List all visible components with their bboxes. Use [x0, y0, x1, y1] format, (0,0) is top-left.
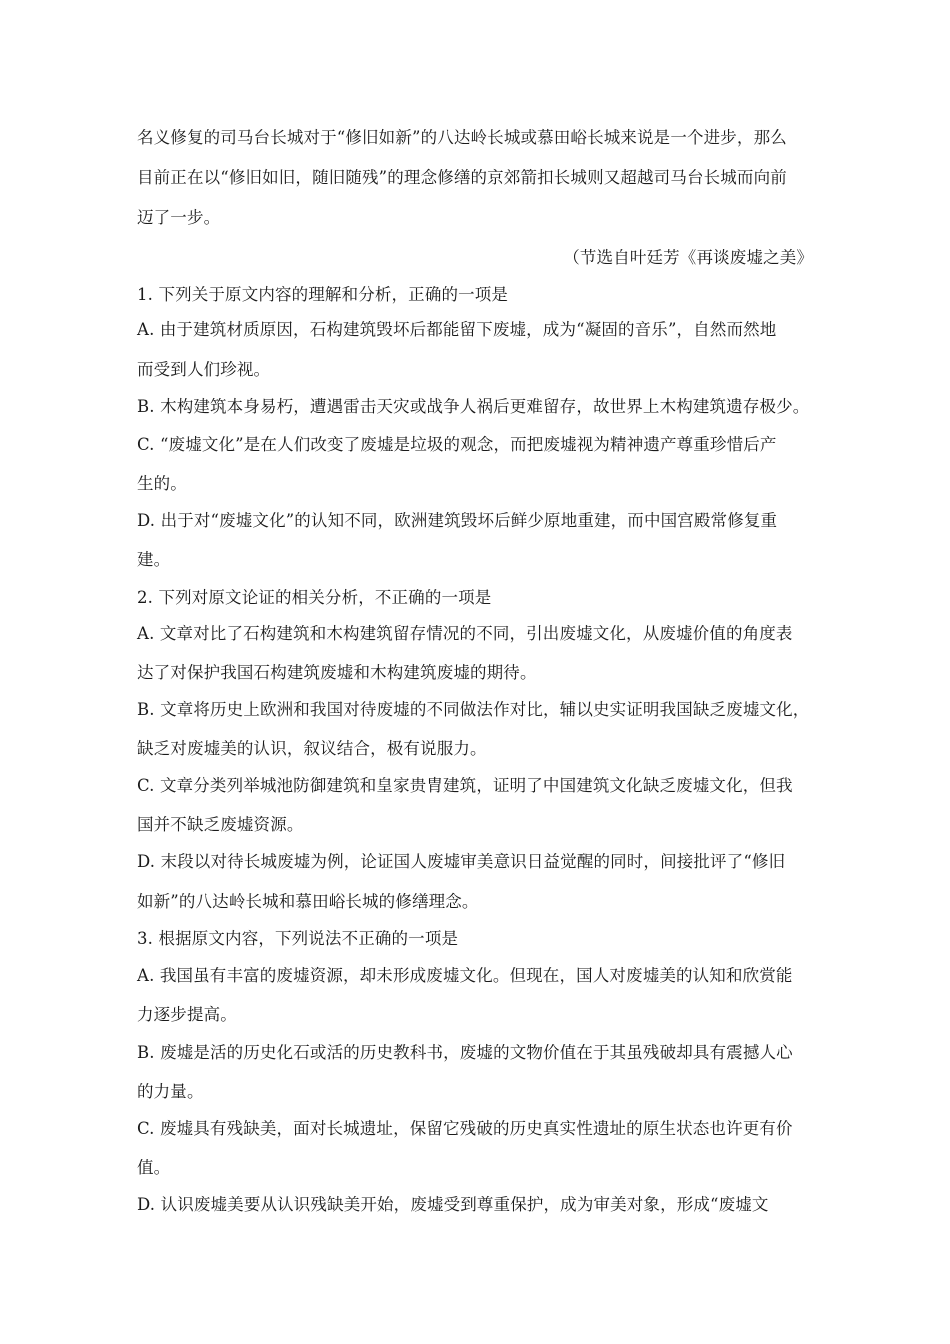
intro-line-1: 名义修复的司马台长城对于“修旧如新”的八达岭长城或慕田峪长城来说是一个进步，那么: [137, 128, 787, 147]
q3-option-c-line-2: 值。: [137, 1158, 171, 1177]
intro-line-3: 迈了一步。: [137, 208, 221, 227]
q2-option-c-line-2: 国并不缺乏废墟资源。: [137, 815, 304, 834]
intro-line-2: 目前正在以“修旧如旧，随旧随残”的理念修缮的京郊箭扣长城则又超越司马台长城而向前: [137, 168, 787, 187]
q1-option-d-line-2: 建。: [137, 550, 171, 569]
q1-option-c-line-2: 生的。: [137, 474, 187, 493]
q2-option-b-line-1: B. 文章将历史上欧洲和我国对待废墟的不同做法作对比，辅以史实证明我国缺乏废墟文化，: [137, 700, 810, 719]
q1-option-a-line-1: A. 由于建筑材质原因，石构建筑毁坏后都能留下废墟，成为“凝固的音乐”，自然而然地: [137, 320, 777, 339]
source-citation: （节选自叶廷芳《再谈废墟之美》: [563, 248, 813, 267]
q1-option-c-line-1: C. “废墟文化”是在人们改变了废墟是垃圾的观念，而把废墟视为精神遗产尊重珍惜后产: [137, 435, 777, 454]
q2-option-a-line-2: 达了对保护我国石构建筑废墟和木构建筑废墟的期待。: [137, 663, 537, 682]
q2-option-d-line-1: D. 末段以对待长城废墟为例，论证国人废墟审美意识日益觉醒的同时，间接批评了“修旧: [137, 852, 786, 871]
q1-option-d-line-1: D. 出于对“废墟文化”的认知不同，欧洲建筑毁坏后鲜少原地重建，而中国宫殿常修复重: [137, 511, 778, 530]
q3-option-a-line-2: 力逐步提高。: [137, 1005, 237, 1024]
q2-option-d-line-2: 如新”的八达岭长城和慕田峪长城的修缮理念。: [137, 892, 479, 911]
q1-option-a-line-2: 而受到人们珍视。: [137, 360, 271, 379]
q1-option-b-line-1: B. 木构建筑本身易朽，遭遇雷击天灾或战争人祸后更难留存，故世界上木构建筑遗存极少。: [137, 397, 810, 416]
q2-option-c-line-1: C. 文章分类列举城池防御建筑和皇家贵胄建筑，证明了中国建筑文化缺乏废墟文化，但我: [137, 776, 793, 795]
question-2-stem: 2. 下列对原文论证的相关分析，不正确的一项是: [137, 588, 492, 607]
question-1-stem: 1. 下列关于原文内容的理解和分析，正确的一项是: [137, 285, 509, 304]
q3-option-a-line-1: A. 我国虽有丰富的废墟资源，却未形成废墟文化。但现在，国人对废墟美的认知和欣赏能: [137, 966, 793, 985]
question-3-stem: 3. 根据原文内容，下列说法不正确的一项是: [137, 929, 459, 948]
q3-option-b-line-2: 的力量。: [137, 1082, 204, 1101]
q3-option-b-line-1: B. 废墟是活的历史化石或活的历史教科书，废墟的文物价值在于其虽残破却具有震撼人心: [137, 1043, 793, 1062]
q2-option-a-line-1: A. 文章对比了石构建筑和木构建筑留存情况的不同，引出废墟文化，从废墟价值的角度表: [137, 624, 793, 643]
q3-option-d-line-1: D. 认识废墟美要从认识残缺美开始，废墟受到尊重保护，成为审美对象，形成“废墟文: [137, 1195, 769, 1214]
q3-option-c-line-1: C. 废墟具有残缺美，面对长城遗址，保留它残破的历史真实性遗址的原生状态也许更有价: [137, 1119, 793, 1138]
q2-option-b-line-2: 缺乏对废墟美的认识，叙议结合，极有说服力。: [137, 739, 487, 758]
